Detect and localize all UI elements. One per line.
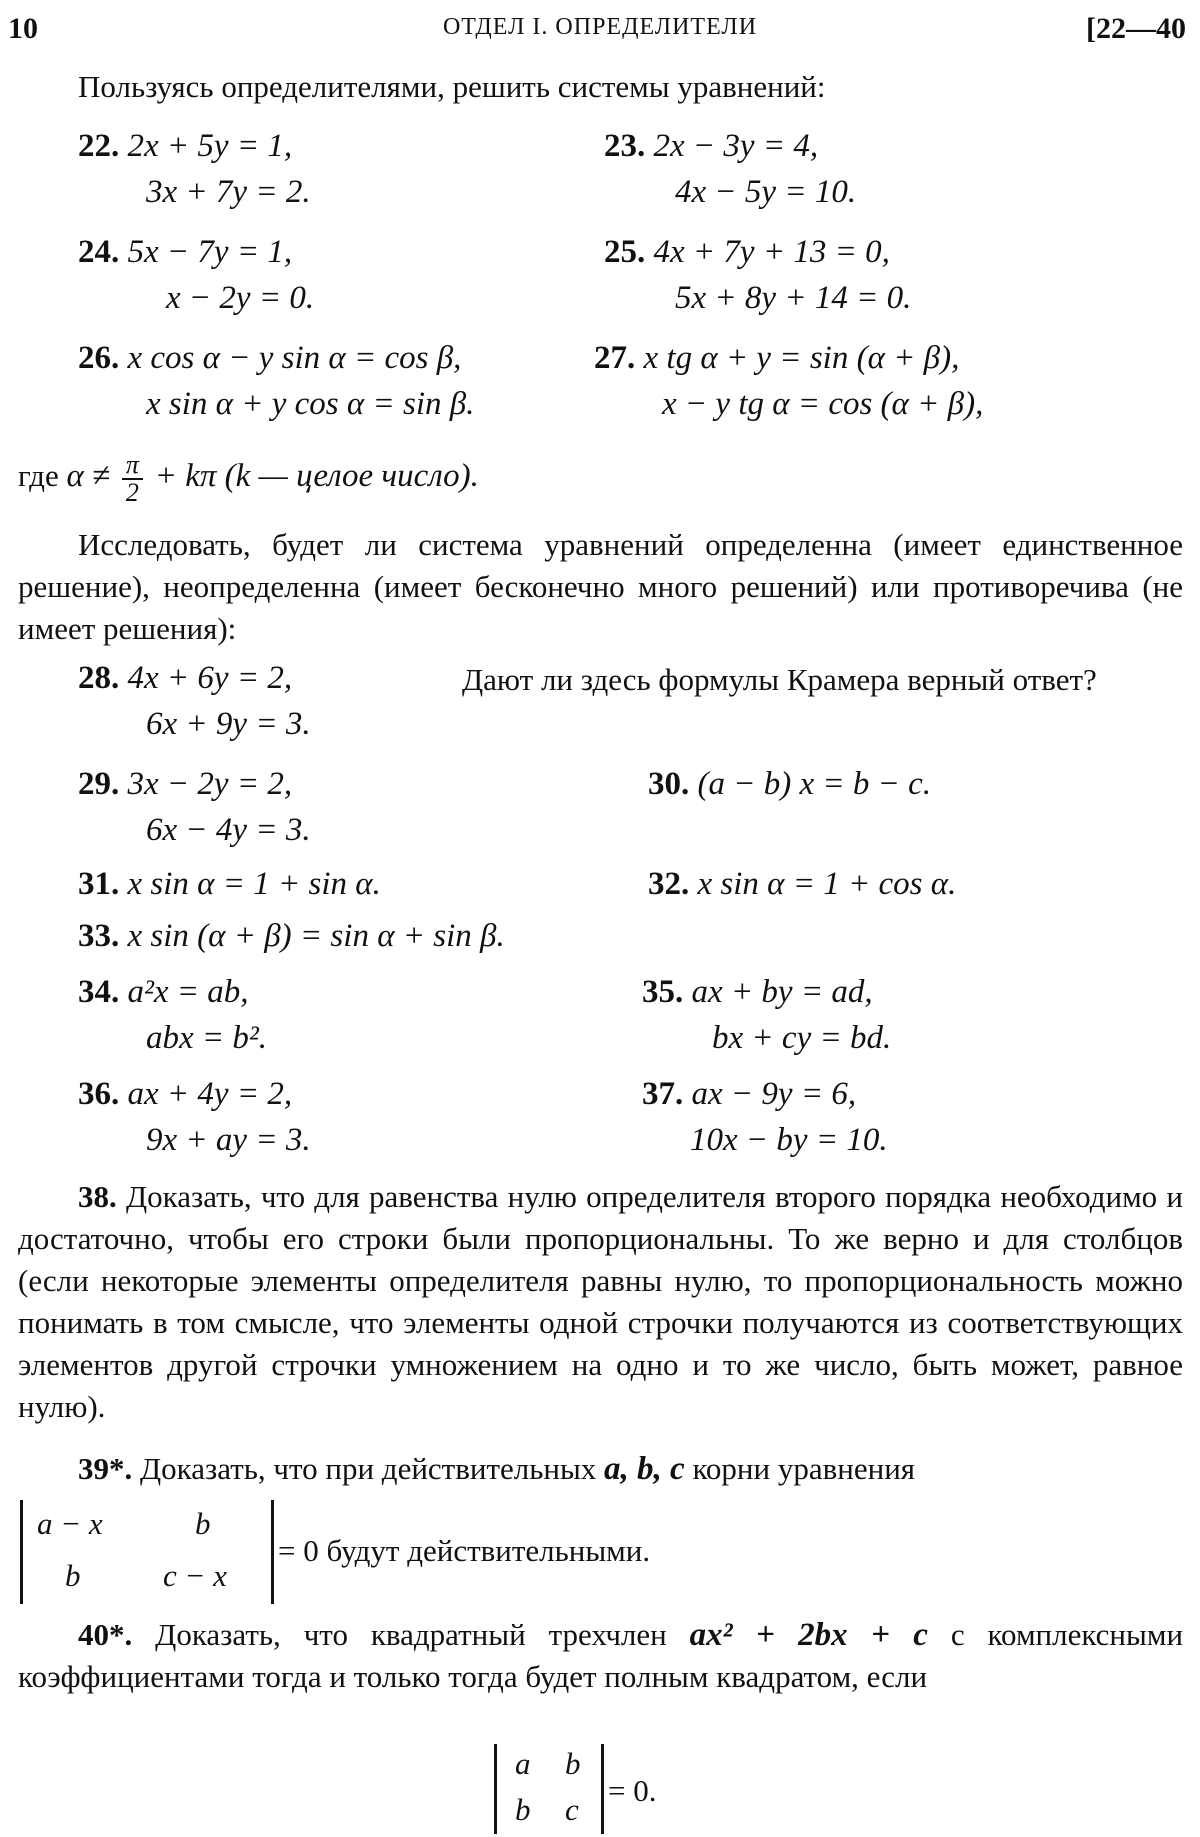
problem-26: 26. x cos α − y sin α = cos β,	[78, 340, 462, 376]
problem-30: 30. (a − b) x = b − c.	[648, 766, 932, 802]
condition-line: где α ≠ $\frac{\pi}{2}$ + kπ (k — целое число).	[18, 450, 479, 507]
problem-37: 37. ax − 9y = 6,	[642, 1076, 857, 1112]
problem-28: 28. 4x + 6y = 2,	[78, 660, 293, 696]
problem-40-tail: = 0.	[608, 1773, 657, 1808]
problem-34-line2: abx = b².	[146, 1020, 268, 1056]
problem-25: 25. 4x + 7y + 13 = 0,	[604, 234, 890, 270]
problem-29: 29. 3x − 2y = 2,	[78, 766, 293, 802]
problem-36: 36. ax + 4y = 2,	[78, 1076, 293, 1112]
problem-35: 35. ax + by = ad,	[642, 974, 873, 1010]
problem-26-line2: x sin α + y cos α = sin β.	[146, 386, 475, 422]
problem-27: 27. x tg α + y = sin (α + β),	[594, 340, 960, 376]
intro-investigate: Исследовать, будет ли система уравнений определенна (имеет единственное решение), неопределенна (имеет бесконечно много решений) или противоречива (не имеет решения):	[18, 527, 1183, 646]
problem-24: 24. 5x − 7y = 1,	[78, 234, 293, 270]
problem-31: 31. x sin α = 1 + sin α.	[78, 866, 381, 902]
problem-35-line2: bx + cy = bd.	[712, 1020, 892, 1056]
problem-34: 34. a²x = ab,	[78, 974, 249, 1010]
problem-28-note: Дают ли здесь формулы Крамера верный ответ?	[462, 662, 1097, 697]
problem-32: 32. x sin α = 1 + cos α.	[648, 866, 957, 902]
problem-36-line2: 9x + ay = 3.	[146, 1122, 311, 1158]
problem-39: 39*. Доказать, что при действительных a, b, c корни уравнения	[78, 1451, 916, 1487]
problem-24-line2: x − 2y = 0.	[166, 280, 315, 316]
page-number: 10	[8, 12, 38, 45]
problem-29-line2: 6x − 4y = 3.	[146, 812, 311, 848]
problem-23-line2: 4x − 5y = 10.	[675, 174, 857, 210]
problem-37-line2: 10x − by = 10.	[690, 1122, 888, 1158]
problem-40: 40*. Доказать, что квадратный трехчлен ax² + 2bx + c с комплексными коэффициентами тогда и только тогда будет полным квадратом, если	[18, 1617, 1184, 1694]
problem-23: 23. 2x − 3y = 4,	[604, 128, 819, 164]
problem-39-tail: = 0 будут действительными.	[278, 1533, 651, 1568]
problem-22-line2: 3x + 7y = 2.	[146, 174, 311, 210]
problem-25-line2: 5x + 8y + 14 = 0.	[675, 280, 912, 316]
determinant-40: a b b c	[494, 1744, 604, 1834]
problem-33: 33. x sin (α + β) = sin α + sin β.	[78, 918, 505, 954]
problem-22: 22. 2x + 5y = 1,	[78, 128, 293, 164]
pi-over-two: $\frac{\pi}{2}$	[122, 452, 143, 506]
problem-38: 38. Доказать, что для равенства нулю определителя второго порядка необходимо и достаточно, чтобы его строки были пропорциональны. То же верно и для столбцов (если некоторые элементы определителя равны нулю, то пропорциональность можно понимать в том смысле, что элементы одной строчки получаются из соответствующих элементов другой строчки умножением на одно и то же число, быть может, равное нулю).	[18, 1179, 1183, 1424]
problem-28-line2: 6x + 9y = 3.	[146, 706, 311, 742]
determinant-39: a − x b b c − x	[20, 1500, 274, 1604]
intro-systems: Пользуясь определителями, решить системы уравнений:	[78, 69, 826, 104]
running-header	[0, 0, 1200, 60]
problem-27-line2: x − y tg α = cos (α + β),	[662, 386, 984, 422]
problem-range: [22—40	[1086, 12, 1186, 45]
chapter-title: ОТДЕЛ I. ОПРЕДЕЛИТЕЛИ	[442, 14, 758, 40]
